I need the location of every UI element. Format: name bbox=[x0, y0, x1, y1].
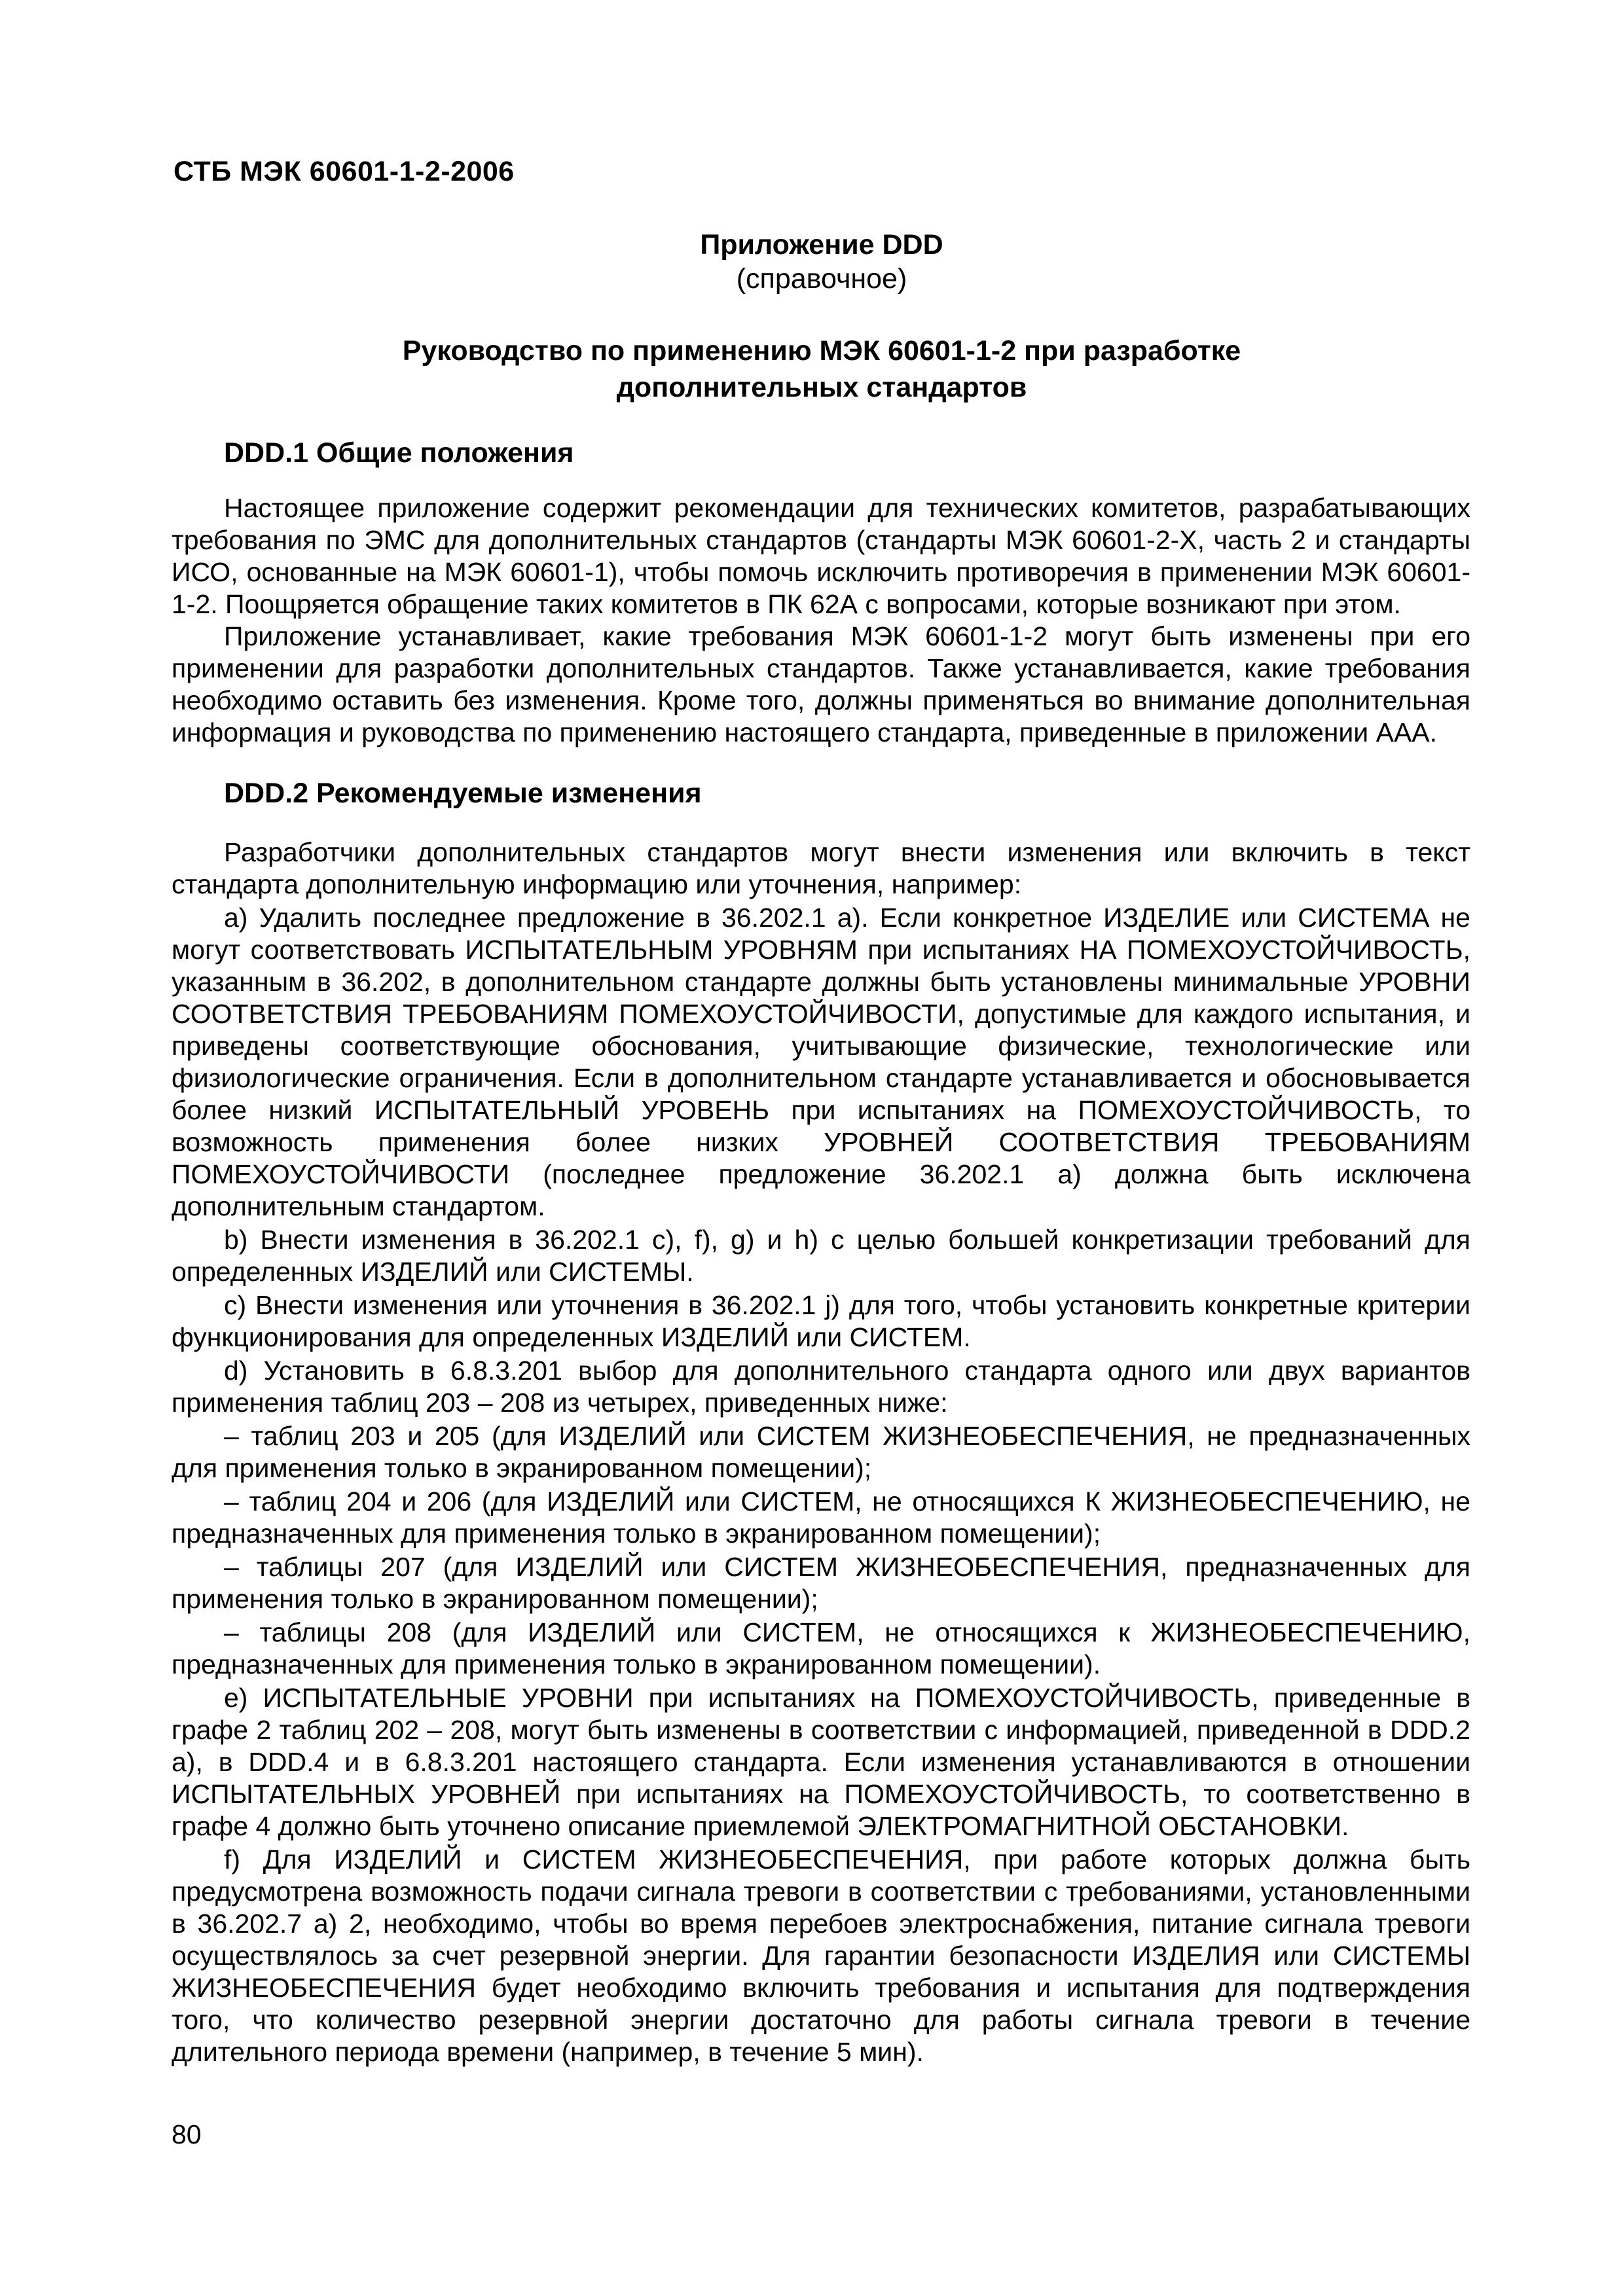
paragraph: Разработчики дополнительных стандартов могут внести изменения или включить в текст стандарта дополнительную информацию или уточнения, например: bbox=[172, 837, 1470, 899]
section-recommended-changes-body bbox=[172, 836, 1470, 2070]
paragraph: Приложение устанавливает, какие требования МЭК 60601-1-2 могут быть изменены при его применении для разработки дополнительных стандартов. Также устанавливается, какие требования необходимо оставить без изменения. Кроме того, должны применяться во внимание дополнительная информация и руководства по применению настоящего стандарта, приведенные в приложении ААА. bbox=[172, 621, 1470, 747]
annex-main-title bbox=[173, 332, 1470, 406]
dash-item: – таблицы 207 (для ИЗДЕЛИЙ или СИСТЕМ ЖИЗНЕОБЕСПЕЧЕНИЯ, предназначенных для применения только в экранированном помещении); bbox=[172, 1552, 1470, 1614]
dash-item: – таблиц 204 и 206 (для ИЗДЕЛИЙ или СИСТЕМ, не относящихся К ЖИЗНЕОБЕСПЕЧЕНИЮ, не предназначенных для применения только в экранированном помещении); bbox=[172, 1486, 1470, 1549]
main-title-line-1: Руководство по применению МЭК 60601-1-2 при разработке bbox=[402, 335, 1241, 367]
annex-type: (справочное) bbox=[736, 263, 907, 295]
list-item-b: b) Внести изменения в 36.202.1 с), f), g) и h) с целью большей конкретизации требований для определенных ИЗДЕЛИЙ или СИСТЕМЫ. bbox=[172, 1225, 1470, 1287]
page-number: 80 bbox=[172, 2119, 202, 2149]
dash-item: – таблицы 208 (для ИЗДЕЛИЙ или СИСТЕМ, не относящихся к ЖИЗНЕОБЕСПЕЧЕНИЮ, предназначенных для применения только в экранированном помещении). bbox=[172, 1617, 1470, 1679]
list-item-c: с) Внести изменения или уточнения в 36.202.1 j) для того, чтобы установить конкретные критерии функционирования для определенных ИЗДЕЛИЙ или СИСТЕМ. bbox=[172, 1290, 1470, 1352]
section-general-body bbox=[172, 492, 1470, 749]
paragraph: Настоящее приложение содержит рекомендации для технических комитетов, разрабатывающих требования по ЭМС для дополнительных стандартов (стандарты МЭК 60601-2-Х, часть 2 и стандарты ИСО, основанные на МЭК 60601-1), чтобы помочь исключить противоречия в применении МЭК 60601-1-2. Поощряется обращение таких комитетов в ПК 62А с вопросами, которые возникают при этом. bbox=[172, 493, 1470, 619]
main-title-line-2: дополнительных стандартов bbox=[616, 372, 1027, 403]
document-code: СТБ МЭК 60601-1-2-2006 bbox=[173, 156, 515, 187]
annex-title: Приложение DDD bbox=[700, 229, 943, 260]
list-item-f: f) Для ИЗДЕЛИЙ и СИСТЕМ ЖИЗНЕОБЕСПЕЧЕНИЯ, при работе которых должна быть предусмотрена возможность подачи сигнала тревоги в соответствии с требованиями, установленными в 36.202.7 а) 2, необходимо, чтобы во время перебоев электроснабжения, питание сигнала тревоги осуществлялось за счет резервной энергии. Для гарантии безопасности ИЗДЕЛИЯ или СИСТЕМЫ ЖИЗНЕОБЕСПЕЧЕНИЯ будет необходимо включить требования и испытания для подтверждения того, что количество резервной энергии достаточно для работы сигнала тревоги в течение длительного периода времени (например, в течение 5 мин). bbox=[172, 1844, 1470, 2067]
list-item-a: а) Удалить последнее предложение в 36.202.1 а). Если конкретное ИЗДЕЛИЕ или СИСТЕМА не могут соответствовать ИСПЫТАТЕЛЬНЫМ УРОВНЯМ при испытаниях НА ПОМЕХОУСТОЙЧИВОСТЬ, указанным в 36.202, в дополнительном стандарте должны быть установлены минимальные УРОВНИ СООТВЕТСТВИЯ ТРЕБОВАНИЯМ ПОМЕХОУСТОЙЧИВОСТИ, допустимые для каждого испытания, и приведены соответствующие обоснования, учитывающие физические, технологические или физиологические ограничения. Если в дополнительном стандарте устанавливается и обосновывается более низкий ИСПЫТАТЕЛЬНЫЙ УРОВЕНЬ при испытаниях на ПОМЕХОУСТОЙЧИВОСТЬ, то возможность применения более низких УРОВНЕЙ СООТВЕТСТВИЯ ТРЕБОВАНИЯМ ПОМЕХОУСТОЙЧИВОСТИ (последнее предложение 36.202.1 а) должна быть исключена дополнительным стандартом. bbox=[172, 903, 1470, 1221]
list-item-d: d) Установить в 6.8.3.201 выбор для дополнительного стандарта одного или двух вариантов применения таблиц 203 – 208 из четырех, приведенных ниже: bbox=[172, 1355, 1470, 1418]
dash-item: – таблиц 203 и 205 (для ИЗДЕЛИЙ или СИСТЕМ ЖИЗНЕОБЕСПЕЧЕНИЯ, не предназначенных для применения только в экранированном помещении); bbox=[172, 1421, 1470, 1483]
section-heading-general: DDD.1 Общие положения bbox=[224, 437, 574, 469]
section-heading-recommended-changes: DDD.2 Рекомендуемые изменения bbox=[224, 778, 702, 809]
list-item-e: е) ИСПЫТАТЕЛЬНЫЕ УРОВНИ при испытаниях на ПОМЕХОУСТОЙЧИВОСТЬ, приведенные в графе 2 таблиц 202 – 208, могут быть изменены в соответствии с информацией, приведенной в DDD.2 а), в DDD.4 и в 6.8.3.201 настоящего стандарта. Если изменения устанавливаются в отношении ИСПЫТАТЕЛЬНЫХ УРОВНЕЙ при испытаниях на ПОМЕХОУСТОЙЧИВОСТЬ, то соответственно в графе 4 должно быть уточнено описание приемлемой ЭЛЕКТРОМАГНИТНОЙ ОБСТАНОВКИ. bbox=[172, 1683, 1470, 1841]
